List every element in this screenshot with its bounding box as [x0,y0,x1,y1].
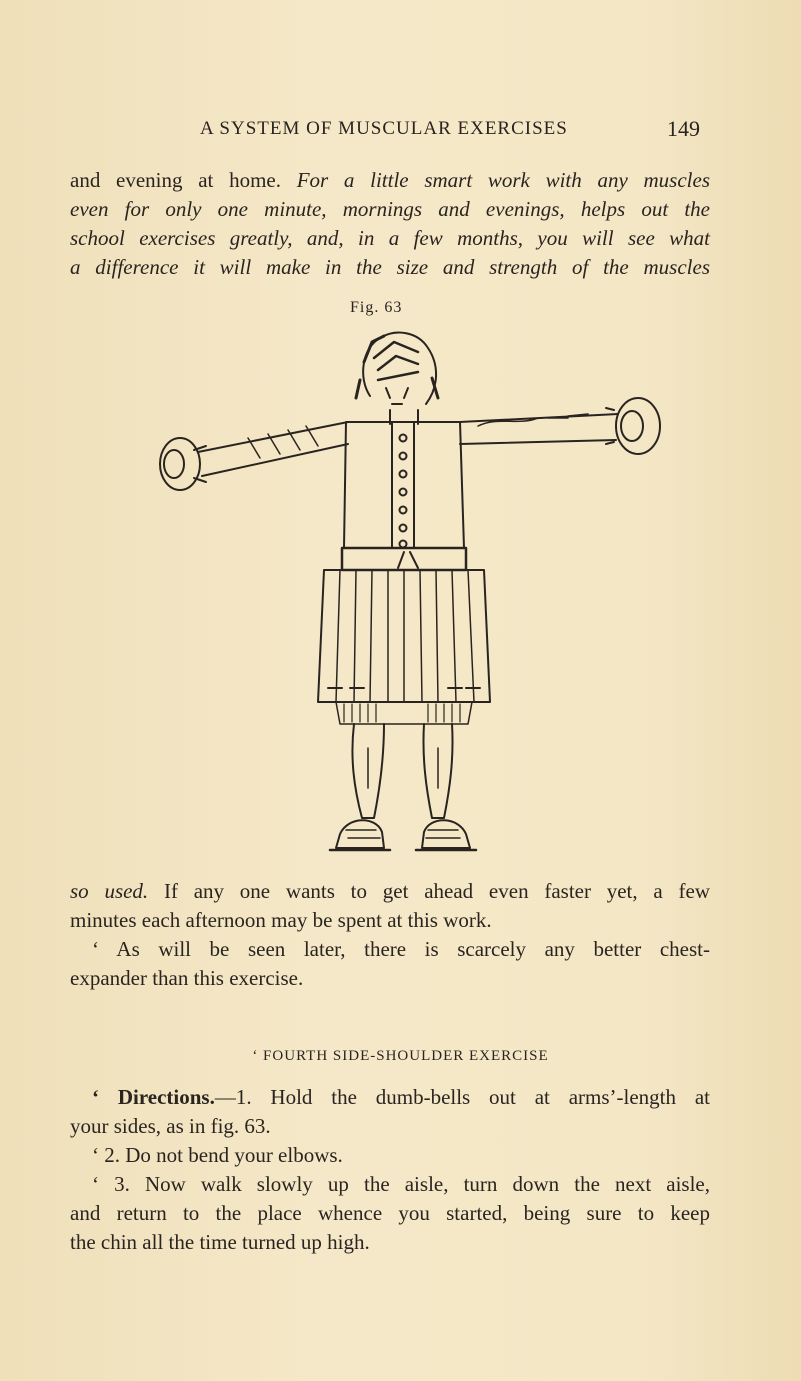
text-line [70,877,710,906]
text-line [70,166,710,195]
left-arm [198,422,348,476]
text-line: a difference it will make in the size and strength of the muscles [70,255,710,279]
right-shoe [422,820,470,848]
directions-label: ‘ Directions. [92,1085,215,1109]
left-dumbbell [160,438,200,490]
text-line: minutes each afternoon may be spent at this work. [70,908,492,932]
text-line: ‘ 3. Now walk slowly up the aisle, turn down the next aisle, [92,1172,710,1196]
page-number: 149 [667,116,700,141]
after-figure-paragraph [70,877,710,993]
directions-paragraph [70,1083,710,1257]
left-shoe [336,820,384,848]
running-head [200,118,700,148]
blouse-buttons [400,435,407,548]
text-line: school exercises greatly, and, in a few months, you will see what [70,226,710,250]
text-line: expander than this exercise. [70,966,304,990]
text-italic: so used. [70,879,149,903]
girl-with-dumbbells-illustration [128,318,668,870]
right-dumbbell [616,398,660,454]
text-line: your sides, as in fig. 63. [70,1114,271,1138]
figure-caption: Fig. 63 [350,299,403,316]
right-arm [460,414,618,444]
text-roman: and evening at home. [70,168,297,192]
text-roman: If any one wants to get ahead even faster yet, a few [148,879,710,903]
text-line: even for only one minute, mornings and evenings, helps out the [70,197,710,221]
top-paragraph [70,166,710,282]
text-line: and return to the place whence you started, being sure to keep [70,1201,710,1225]
text-line: the chin all the time turned up high. [70,1230,370,1254]
text-line: ‘ 2. Do not bend your elbows. [92,1143,343,1167]
text-line [70,1083,710,1112]
running-title: A SYSTEM OF MUSCULAR EXERCISES [200,118,568,139]
text-italic: For a little smart work with any muscles [296,168,710,192]
text-line: ‘ As will be seen later, there is scarcely any better chest- [92,937,710,961]
text-roman: —1. Hold the dumb-bells out at arms’-length at [214,1085,710,1109]
section-heading: ‘ FOURTH SIDE-SHOULDER EXERCISE [252,1048,549,1064]
